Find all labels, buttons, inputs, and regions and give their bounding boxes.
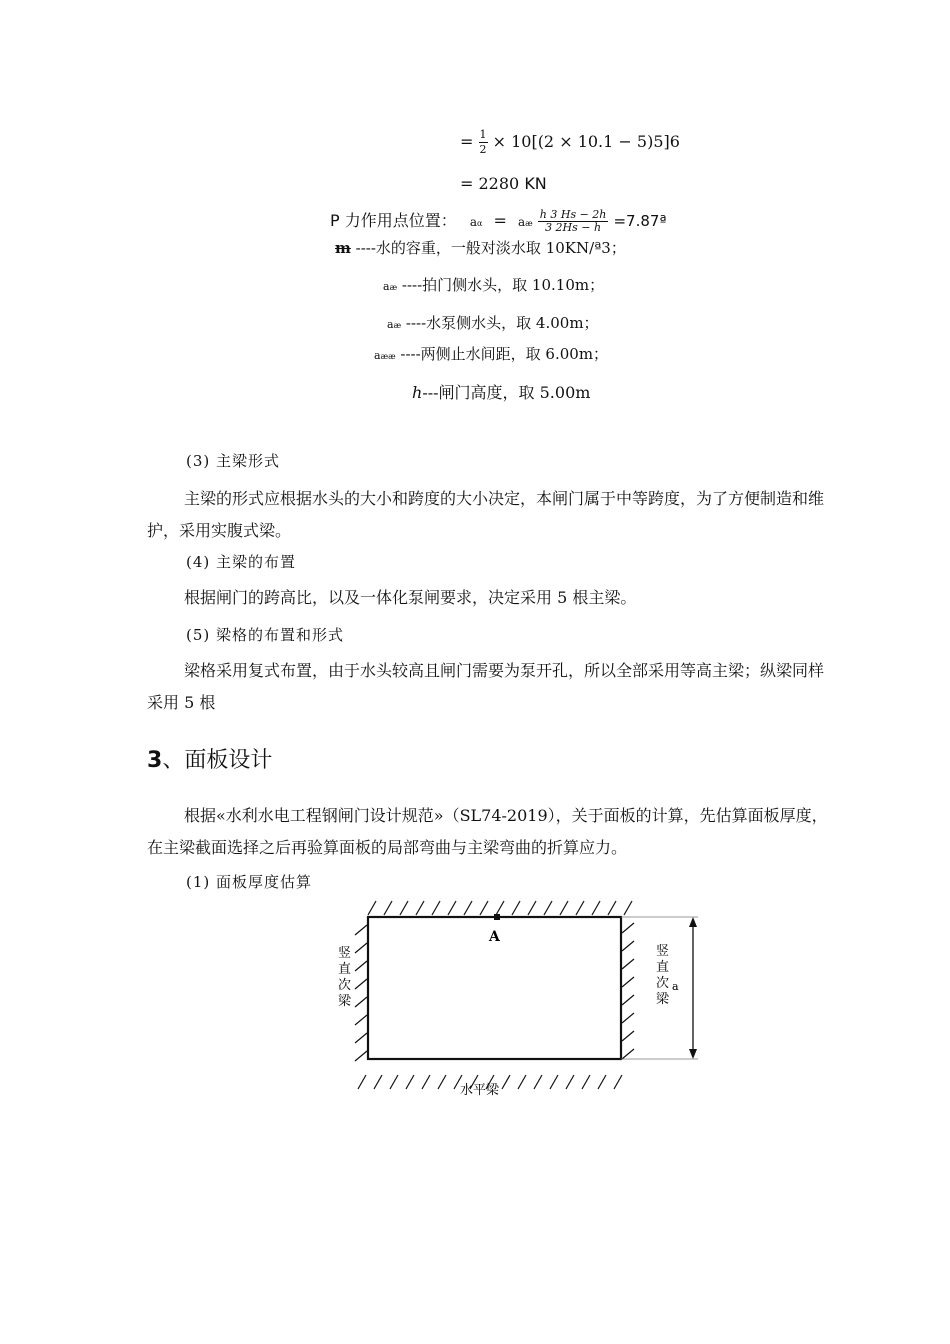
right-beam-label: 竖直次梁 [656,944,670,1007]
dimension-arrow-down [689,1049,697,1059]
panel-support-diagram [320,893,720,1113]
bottom-beam-label: 水平梁 [460,1083,500,1098]
dimension-label: a [672,980,679,993]
point-a-label: A [489,929,500,945]
definition-seal-spacing: aææ ----两侧止水间距，取 6.00m； [374,345,609,363]
force-point-position: P 力作用点位置： aα = aæ $\frac{h 3 Hs - 2h}{3 2Hs - h}$ =7.87ª [330,208,667,234]
point-a-marker [494,914,500,920]
left-hatching [355,925,367,1061]
top-hatching [368,901,632,915]
definition-gate-height: h---闸门高度，取 5.00m [412,383,591,402]
section-3-title: (3) 主梁形式 [186,452,281,470]
left-beam-label: 竖直次梁 [338,946,352,1009]
position-fraction: $\frac{h 3 Hs - 2h}{3 2Hs - h}$ [539,208,607,234]
fraction-half: $\frac{1}{2}$ [479,128,487,156]
definition-pump-head: aæ ----水泵侧水头，取 4.00m； [387,314,599,332]
formula-line-2: = 2280 KN [460,174,547,193]
panel-design-body: 根据«水利水电工程钢闸门设计规范»（SL74-2019），关于面板的计算，先估算面板厚度，在主梁截面选择之后再验算面板的局部弯曲与主梁弯曲的折算应力。 [147,806,828,857]
section-4-body: 根据闸门的跨高比，以及一体化泵闸要求，决定采用 5 根主梁。 [184,588,637,607]
definition-door-head: aæ ----拍门侧水头，取 10.10m； [383,276,605,294]
section-4-title: (4) 主梁的布置 [186,553,297,571]
section-3-body: 主梁的形式应根据水头的大小和跨度的大小决定，本闸门属于中等跨度，为了方便制造和维护，采用实腹式梁。 [147,489,825,540]
section-5-body: 梁格采用复式布置，由于水头较高且闸门需要为泵开孔，所以全部采用等高主梁；纵梁同样采用 5 根 [147,661,825,712]
panel-thickness-title: (1) 面板厚度估算 [186,873,313,891]
section-5-title: (5) 梁格的布置和形式 [186,626,345,644]
right-hatching [622,923,634,1059]
definition-water-density: m ----水的容重，一般对淡水取 10KN/ª3； [335,239,626,257]
chapter-heading: 3、面板设计 [147,748,273,773]
dimension-arrow-up [689,917,697,927]
formula-line-1: = $\frac{1}{2}$ × 10[(2 × 10.1 − 5)5]6 [460,128,680,156]
